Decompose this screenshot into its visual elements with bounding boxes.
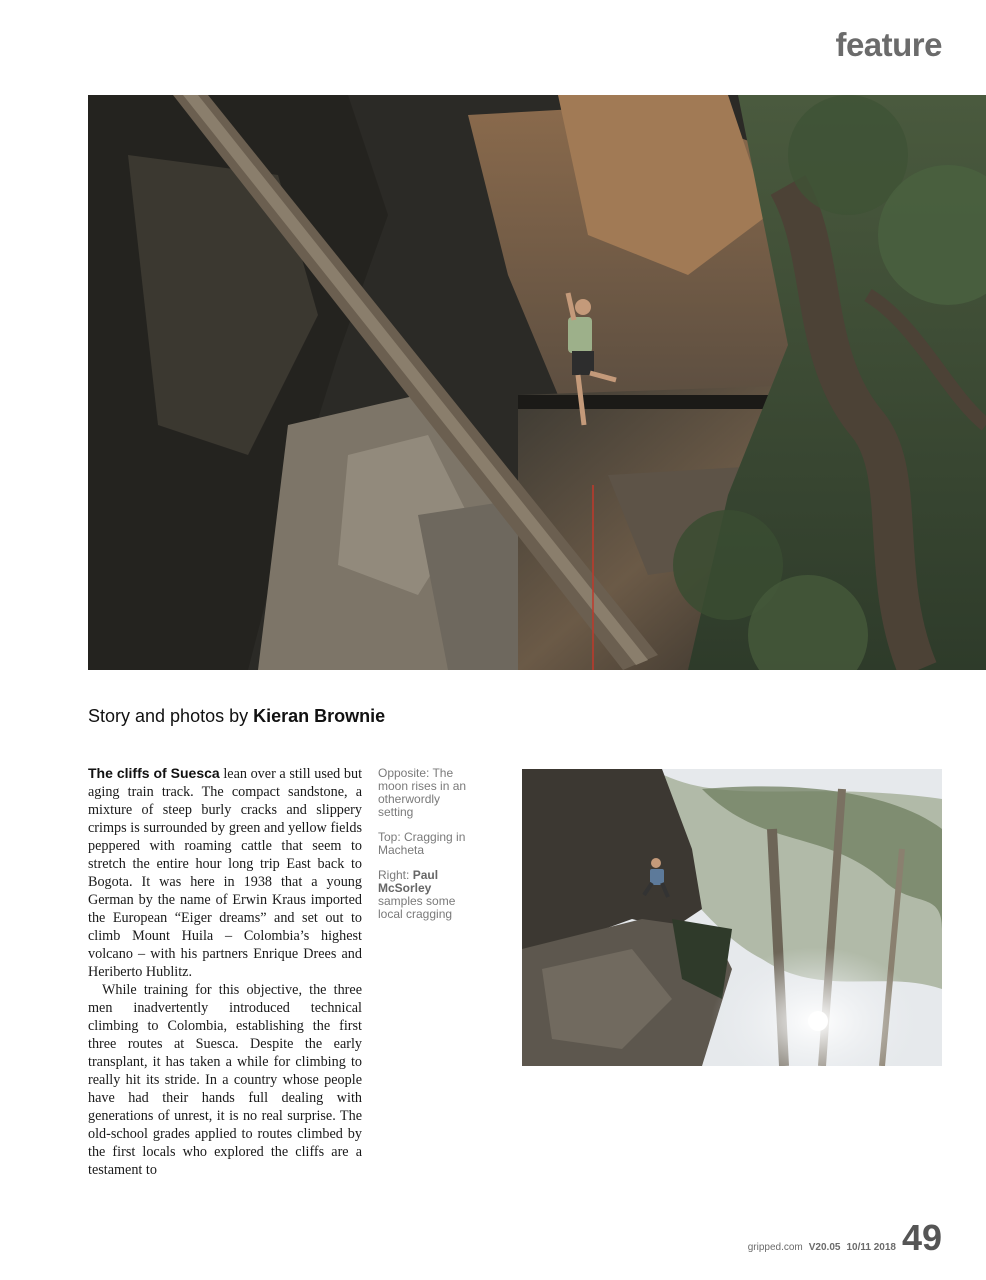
inset-photo bbox=[522, 769, 942, 1066]
article-paragraph-1 bbox=[88, 764, 362, 981]
byline bbox=[88, 706, 385, 727]
inset-photo-illustration bbox=[522, 769, 942, 1066]
photo-captions bbox=[378, 767, 478, 933]
article-paragraph-2: While training for this objective, the three men inadvertently introduced technical climbing to Colombia, establishing the first three routes at Suesca. Despite the early transplant, it has taken a while for climbing to really hit its stride. In a country whose people have had their hands full dealing with generations of unrest, it is no real surprise. The old-school grades applied to routes climbed by the first locals who explored the cliffs are a testament to bbox=[88, 982, 362, 1178]
caption-right-name: Paul McSorley bbox=[378, 868, 439, 895]
page-footer bbox=[747, 1217, 942, 1258]
caption-top: Top: Cragging in Macheta bbox=[378, 830, 466, 857]
caption-right-text: samples some local cragging bbox=[378, 894, 456, 921]
hero-photo bbox=[88, 95, 986, 670]
caption-opposite: Opposite: The moon rises in an otherwordly setting bbox=[378, 766, 467, 819]
caption-right-prefix: Right: bbox=[378, 868, 413, 882]
page-number: 49 bbox=[901, 1217, 942, 1258]
article-lead-in: The cliffs of Suesca bbox=[88, 765, 220, 781]
byline-prefix: Story and photos by bbox=[88, 706, 249, 726]
section-label: feature bbox=[835, 26, 942, 63]
footer-issue: V20.05 bbox=[808, 1242, 841, 1253]
byline-author: Kieran Brownie bbox=[253, 706, 386, 726]
article-body bbox=[88, 764, 362, 1179]
footer-date: 10/11 2018 bbox=[846, 1242, 896, 1253]
caption-right bbox=[378, 869, 478, 921]
hero-photo-illustration bbox=[88, 95, 986, 670]
article-paragraph-1-text: lean over a still used but aging train track. The compact sandstone, a mixture of steep burly cracks and slippery crimps is surrounded by green and yellow fields peppered with roaming cattle that seem to stretch the entire hour long trip East back to Bogota. It was here in 1938 that a young German by the name of Erwin Kraus imported the European “Eiger dreams” and set out to climb Mount Huila – Colombia’s highest volcano – with his partners Enrique Drees and Heriberto Hublitz. bbox=[88, 766, 363, 980]
footer-site: gripped.com bbox=[747, 1242, 803, 1253]
